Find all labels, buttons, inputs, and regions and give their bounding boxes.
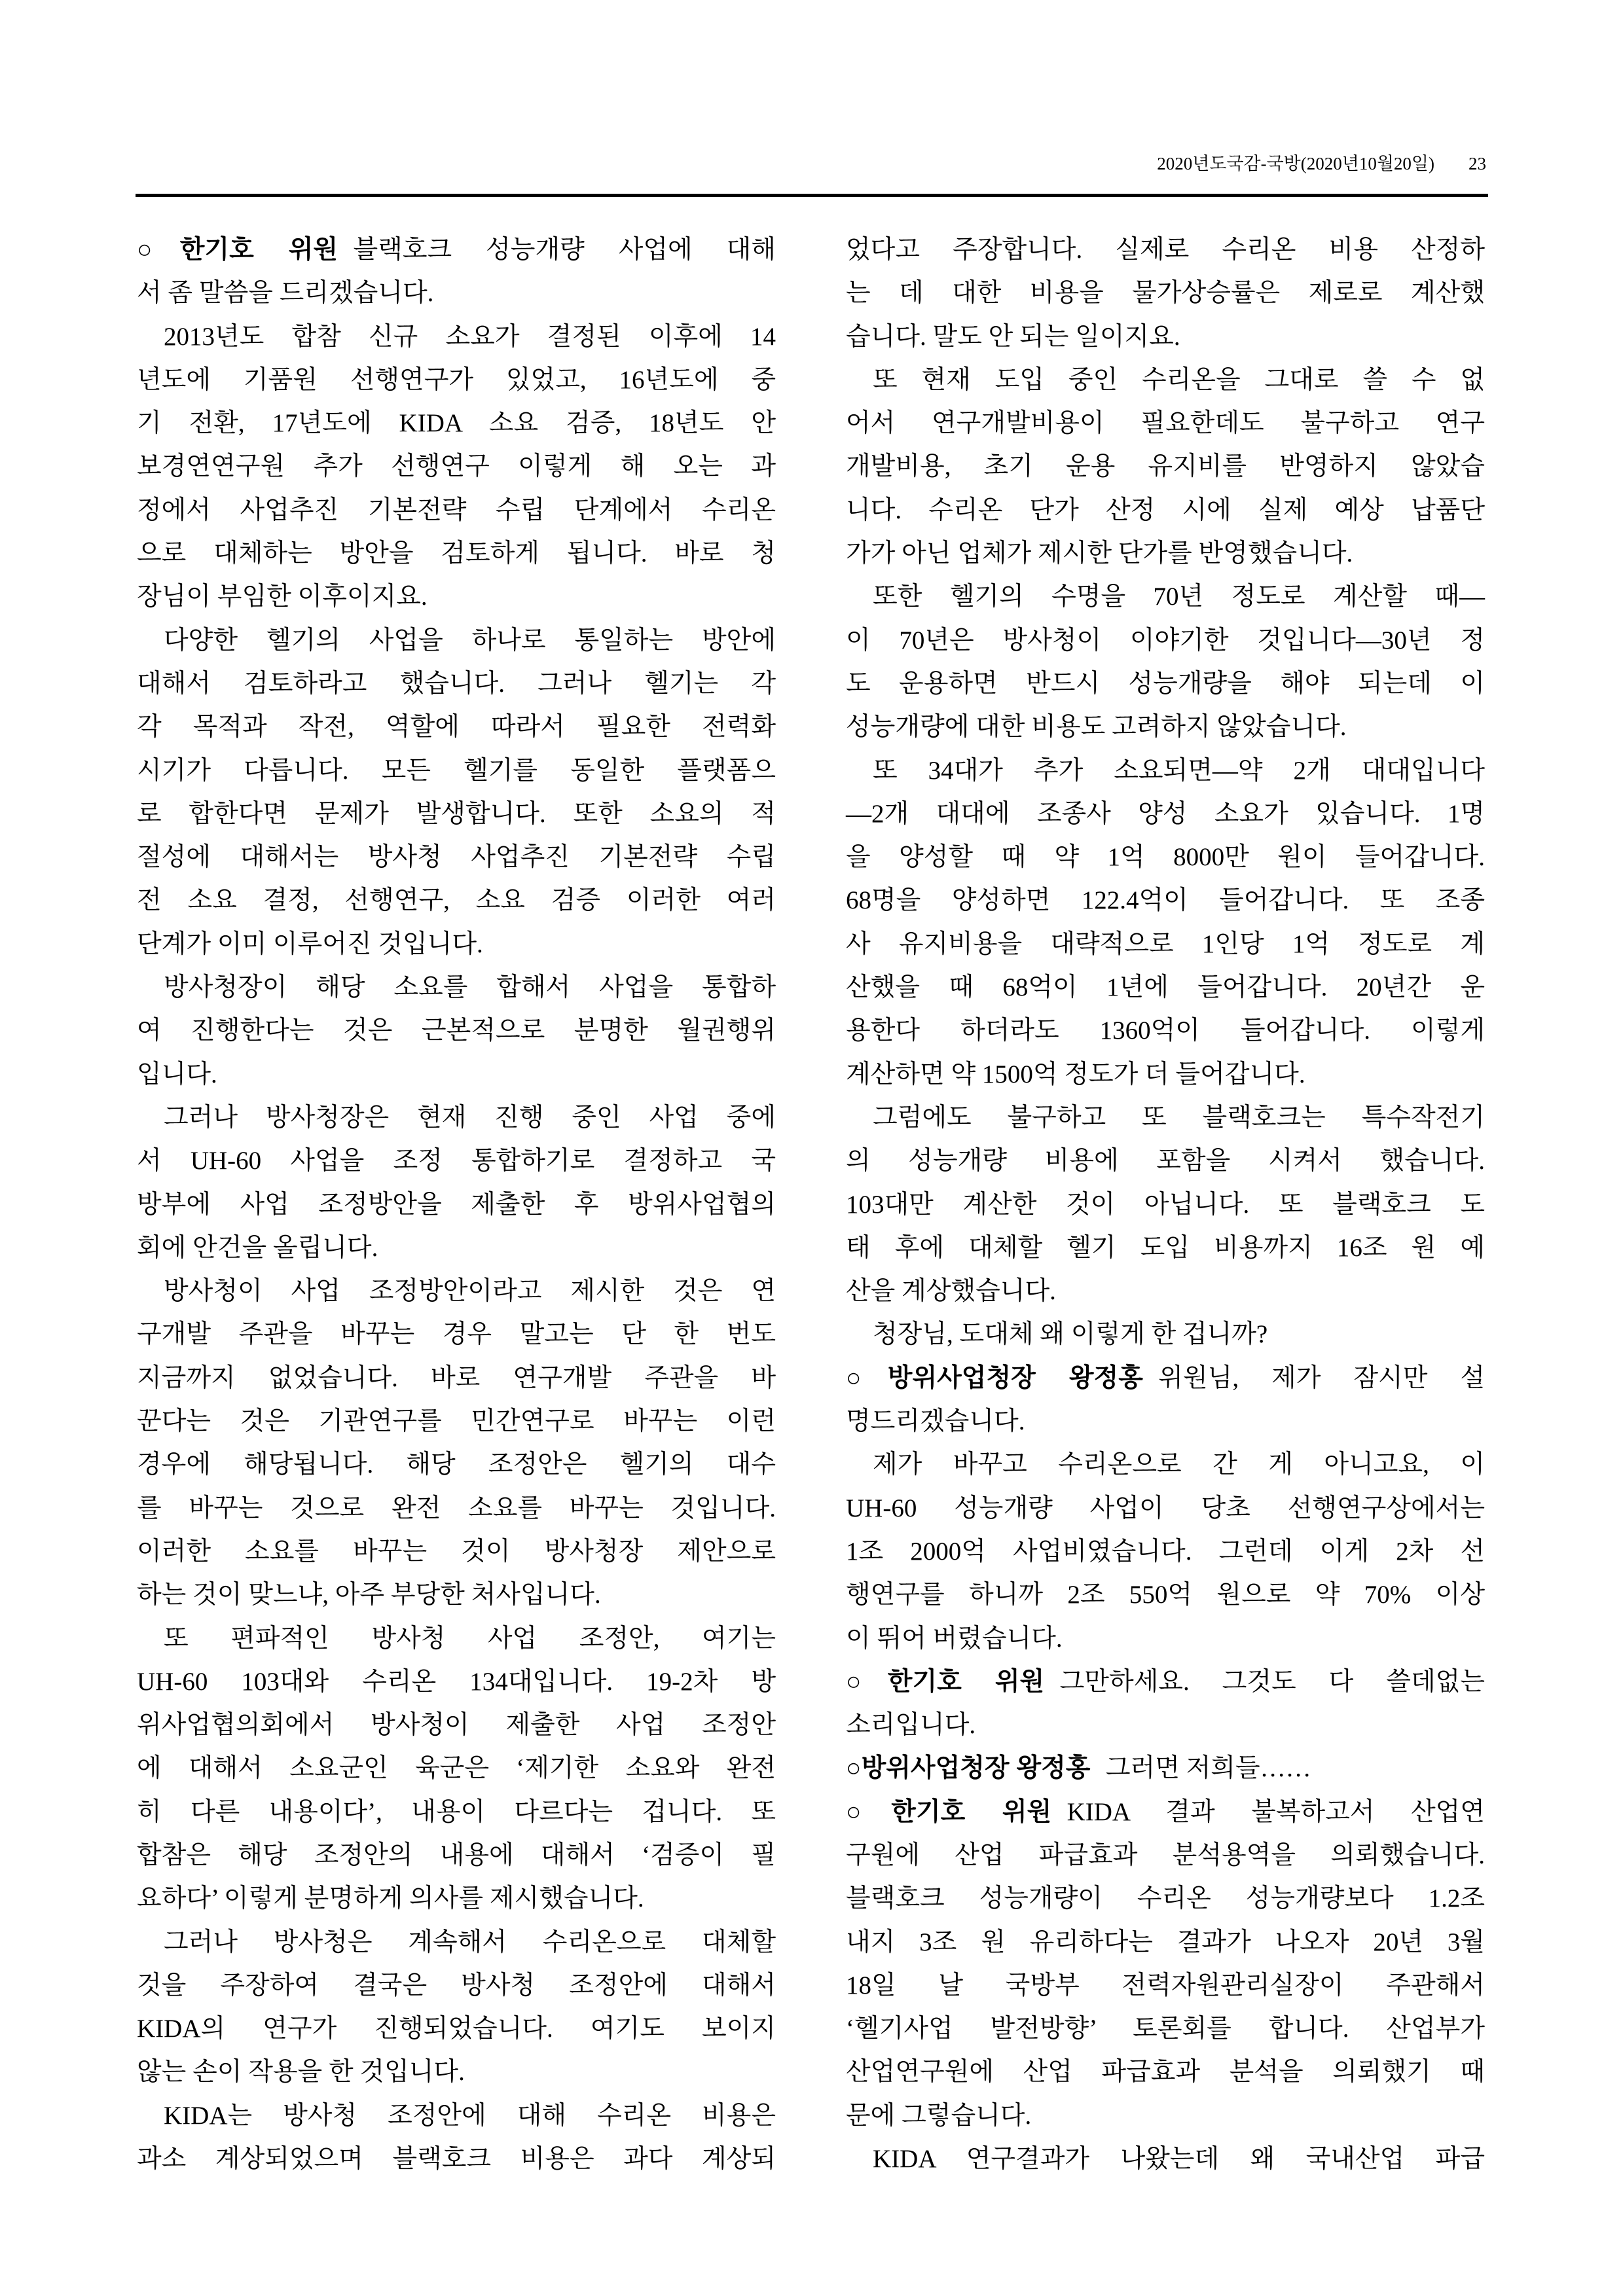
speaker-marker-icon: ○ [846, 1797, 892, 1826]
text-line: 방사청이 사업 조정방안이라고 제시한 것은 연 [164, 1277, 776, 1306]
text-line: 성능개량에 대한 비용도 고려하지 않았습니다. [846, 713, 1347, 742]
text-line: 내지 3조 원 유리하다는 결과가 나오자 20년 3월 [846, 1928, 1485, 1956]
text-line: 히 다른 내용이다’, 내용이 다르다는 겁니다. 또 [137, 1797, 776, 1826]
speech-text: 위원님, 제가 잠시만 설 [1158, 1363, 1486, 1392]
text-line: 구개발 주관을 바꾸는 경우 말고는 단 한 번도 [137, 1320, 776, 1349]
speech-text: 블랙호크 성능개량 사업에 대해 [353, 236, 776, 264]
text-line: 계산하면 약 1500억 정도가 더 들어갑니다. [846, 1060, 1305, 1088]
text-line: UH-60 성능개량 사업이 당초 선행연구상에서는 [846, 1494, 1485, 1522]
text-line: 또한 헬기의 수명을 70년 정도로 계산할 때— [873, 583, 1485, 611]
speech-text: 그만하세요. 그것도 다 쓸데없는 [1059, 1667, 1485, 1696]
speaker-name: 방위사업청장 왕정홍 [861, 1754, 1091, 1783]
text-line: 그러나 방사청은 계속해서 수리온으로 대체할 [164, 1928, 776, 1956]
text-line: 경우에 해당됩니다. 해당 조정안은 헬기의 대수 [137, 1450, 776, 1479]
text-line: 과소 계상되었으며 블랙호크 비용은 과다 계상되 [137, 2145, 776, 2174]
text-line: 것을 주장하여 결국은 방사청 조정안에 대해서 [137, 1971, 776, 2000]
text-line: 년도에 기품원 선행연구가 있었고, 16년도에 중 [137, 365, 776, 394]
text-line: 태 후에 대체할 헬기 도입 비용까지 16조 원 예 [846, 1233, 1485, 1262]
text-line: 를 바꾸는 것으로 완전 소요를 바꾸는 것입니다. [137, 1494, 776, 1522]
speaker-name: 방위사업청장 왕정홍 [887, 1363, 1143, 1392]
speech-line [846, 1747, 1485, 1790]
text-line: 정에서 사업추진 기본전략 수립 단계에서 수리온 [137, 495, 776, 524]
text-line: 어서 연구개발비용이 필요한데도 불구하고 연구 [846, 409, 1485, 438]
text-line: 서 UH-60 사업을 조정 통합하기로 결정하고 국 [137, 1147, 776, 1175]
header-title: 2020년도국감-국방(2020년10월20일) [1157, 154, 1434, 173]
text-line: 소리입니다. [846, 1711, 976, 1740]
text-line: 1조 2000억 사업비였습니다. 그런데 이게 2차 선 [846, 1537, 1485, 1566]
speaker-name: 한기호 위원 [891, 1797, 1052, 1826]
text-line: 보경연연구원 추가 선행연구 이렇게 해 오는 과 [137, 452, 776, 481]
text-line: KIDA는 방사청 조정안에 대해 수리온 비용은 [164, 2101, 776, 2130]
text-line: 개발비용, 초기 운용 유지비를 반영하지 않았습 [846, 452, 1485, 481]
text-line: 절성에 대해서는 방사청 사업추진 기본전략 수립 [137, 843, 776, 872]
text-line: 합참은 해당 조정안의 내용에 대해서 ‘검증이 필 [137, 1840, 776, 1869]
text-line: 2013년도 합참 신규 소요가 결정된 이후에 14 [164, 322, 776, 351]
text-line: 에 대해서 소요군인 육군은 ‘제기한 소요와 완전 [137, 1754, 776, 1783]
text-line: 103대만 계산한 것이 아닙니다. 또 블랙호크 도 [846, 1190, 1485, 1219]
text-line: 블랙호크 성능개량이 수리온 성능개량보다 1.2조 [846, 1884, 1485, 1913]
header-rule [136, 194, 1488, 197]
text-line: 방부에 사업 조정방안을 제출한 후 방위사업협의 [137, 1190, 776, 1219]
text-line: 단계가 이미 이루어진 것입니다. [137, 929, 483, 958]
speech-line [846, 1791, 1485, 1834]
text-line: 또 편파적인 방사청 사업 조정안, 여기는 [164, 1624, 776, 1653]
text-line: 행연구를 하니까 2조 550억 원으로 약 70% 이상 [846, 1581, 1485, 1609]
speaker-name: 한기호 위원 [179, 236, 338, 264]
page-number: 23 [1468, 154, 1486, 173]
text-line: 꾼다는 것은 기관연구를 민간연구로 바꾸는 이런 [137, 1407, 776, 1436]
text-line: 지금까지 없었습니다. 바로 연구개발 주관을 바 [137, 1363, 776, 1392]
text-line: 대해서 검토하라고 했습니다. 그러나 헬기는 각 [137, 669, 776, 698]
speaker-marker-icon: ○ [137, 236, 180, 264]
text-line: 구원에 산업 파급효과 분석용역을 의뢰했습니다. [846, 1840, 1485, 1869]
speaker-name: 한기호 위원 [887, 1667, 1045, 1696]
text-line: 시기가 다릅니다. 모든 헬기를 동일한 플랫폼으 [137, 756, 776, 785]
text-line: 명드리겠습니다. [846, 1407, 1025, 1436]
text-line: 입니다. [137, 1060, 217, 1088]
text-line: 68명을 양성하면 122.4억이 들어갑니다. 또 조종 [846, 886, 1485, 915]
right-column [846, 228, 1485, 2181]
text-line: 의 성능개량 비용에 포함을 시켜서 했습니다. [846, 1147, 1485, 1175]
text-line: 전 소요 결정, 선행연구, 소요 검증 이러한 여러 [137, 886, 776, 915]
text-line: 니다. 수리온 단가 산정 시에 실제 예상 납품단 [846, 495, 1485, 524]
speaker-marker-icon: ○ [846, 1363, 888, 1392]
left-column [137, 228, 776, 2181]
text-line: 위사업협의회에서 방사청이 제출한 사업 조정안 [137, 1711, 776, 1740]
running-header [1157, 151, 1486, 177]
text-line: 서 좀 말씀을 드리겠습니다. [137, 279, 434, 308]
text-line: ‘헬기사업 발전방향’ 토론회를 합니다. 산업부가 [846, 2015, 1485, 2043]
text-line: 제가 바꾸고 수리온으로 간 게 아니고요, 이 [873, 1450, 1485, 1479]
text-line: 장님이 부임한 이후이지요. [137, 583, 428, 611]
speaker-marker-icon: ○ [846, 1667, 888, 1696]
text-line: 기 전환, 17년도에 KIDA 소요 검증, 18년도 안 [137, 409, 776, 438]
text-line: 산했을 때 68억이 1년에 들어갑니다. 20년간 운 [846, 973, 1485, 1002]
text-line: 사 유지비용을 대략적으로 1인당 1억 정도로 계 [846, 929, 1485, 958]
text-line: 이 뛰어 버렸습니다. [846, 1624, 1063, 1653]
text-line: 또 34대가 추가 소요되면—약 2개 대대입니다 [873, 756, 1485, 785]
text-line: 으로 대체하는 방안을 검토하게 됩니다. 바로 청 [137, 539, 776, 568]
text-line: 문에 그렇습니다. [846, 2101, 1032, 2130]
text-line: 요하다’ 이렇게 분명하게 의사를 제시했습니다. [137, 1884, 644, 1913]
text-line: 방사청장이 해당 소요를 합해서 사업을 통합하 [164, 973, 776, 1002]
speech-text: KIDA 결과 불복하고서 산업연 [1067, 1797, 1485, 1826]
text-line: 회에 안건을 올립니다. [137, 1233, 378, 1262]
speech-line [846, 1357, 1485, 1400]
text-line: 습니다. 말도 안 되는 일이지요. [846, 322, 1180, 351]
text-line: 하는 것이 맞느냐, 아주 부당한 처사입니다. [137, 1581, 601, 1609]
text-line: 산업연구원에 산업 파급효과 분석을 의뢰했기 때 [846, 2058, 1485, 2087]
text-line: 여 진행한다는 것은 근본적으로 분명한 월권행위 [137, 1016, 776, 1045]
text-line: KIDA 연구결과가 나왔는데 왜 국내산업 파급 [873, 2145, 1485, 2174]
text-line: 18일 날 국방부 전력자원관리실장이 주관해서 [846, 1971, 1485, 2000]
speech-line [137, 228, 776, 272]
text-line: 이러한 소요를 바꾸는 것이 방사청장 제안으로 [137, 1537, 776, 1566]
text-line: 산을 계상했습니다. [846, 1277, 1056, 1306]
text-line: 는 데 대한 비용을 물가상승률은 제로로 계산했 [846, 279, 1485, 308]
speech-text: 그러면 저희들…… [1105, 1754, 1311, 1783]
text-line: 가가 아닌 업체가 제시한 단가를 반영했습니다. [846, 539, 1353, 568]
text-line: 다양한 헬기의 사업을 하나로 통일하는 방안에 [164, 626, 776, 655]
text-line: 도 운용하면 반드시 성능개량을 해야 되는데 이 [846, 669, 1485, 698]
text-line: UH-60 103대와 수리온 134대입니다. 19-2차 방 [137, 1667, 776, 1696]
text-line: —2개 대대에 조종사 양성 소요가 있습니다. 1명 [846, 799, 1485, 828]
text-line: KIDA의 연구가 진행되었습니다. 여기도 보이지 [137, 2015, 776, 2043]
text-line: 로 합한다면 문제가 발생합니다. 또한 소요의 적 [137, 799, 776, 828]
speech-line [846, 1660, 1485, 1704]
text-line: 청장님, 도대체 왜 이렇게 한 겁니까? [873, 1320, 1268, 1349]
text-line: 을 양성할 때 약 1억 8000만 원이 들어갑니다. [846, 843, 1485, 872]
text-line: 각 목적과 작전, 역할에 따라서 필요한 전력화 [137, 713, 776, 742]
text-line: 그러나 방사청장은 현재 진행 중인 사업 중에 [164, 1103, 776, 1132]
text-line: 않는 손이 작용을 한 것입니다. [137, 2058, 465, 2087]
text-line: 그럼에도 불구하고 또 블랙호크는 특수작전기 [873, 1103, 1485, 1132]
speaker-marker-icon: ○ [846, 1754, 862, 1783]
text-line: 었다고 주장합니다. 실제로 수리온 비용 산정하 [846, 236, 1485, 264]
text-line: 용한다 하더라도 1360억이 들어갑니다. 이렇게 [846, 1016, 1485, 1045]
text-line: 이 70년은 방사청이 이야기한 것입니다—30년 정 [846, 626, 1485, 655]
text-line: 또 현재 도입 중인 수리온을 그대로 쓸 수 없 [873, 365, 1485, 394]
